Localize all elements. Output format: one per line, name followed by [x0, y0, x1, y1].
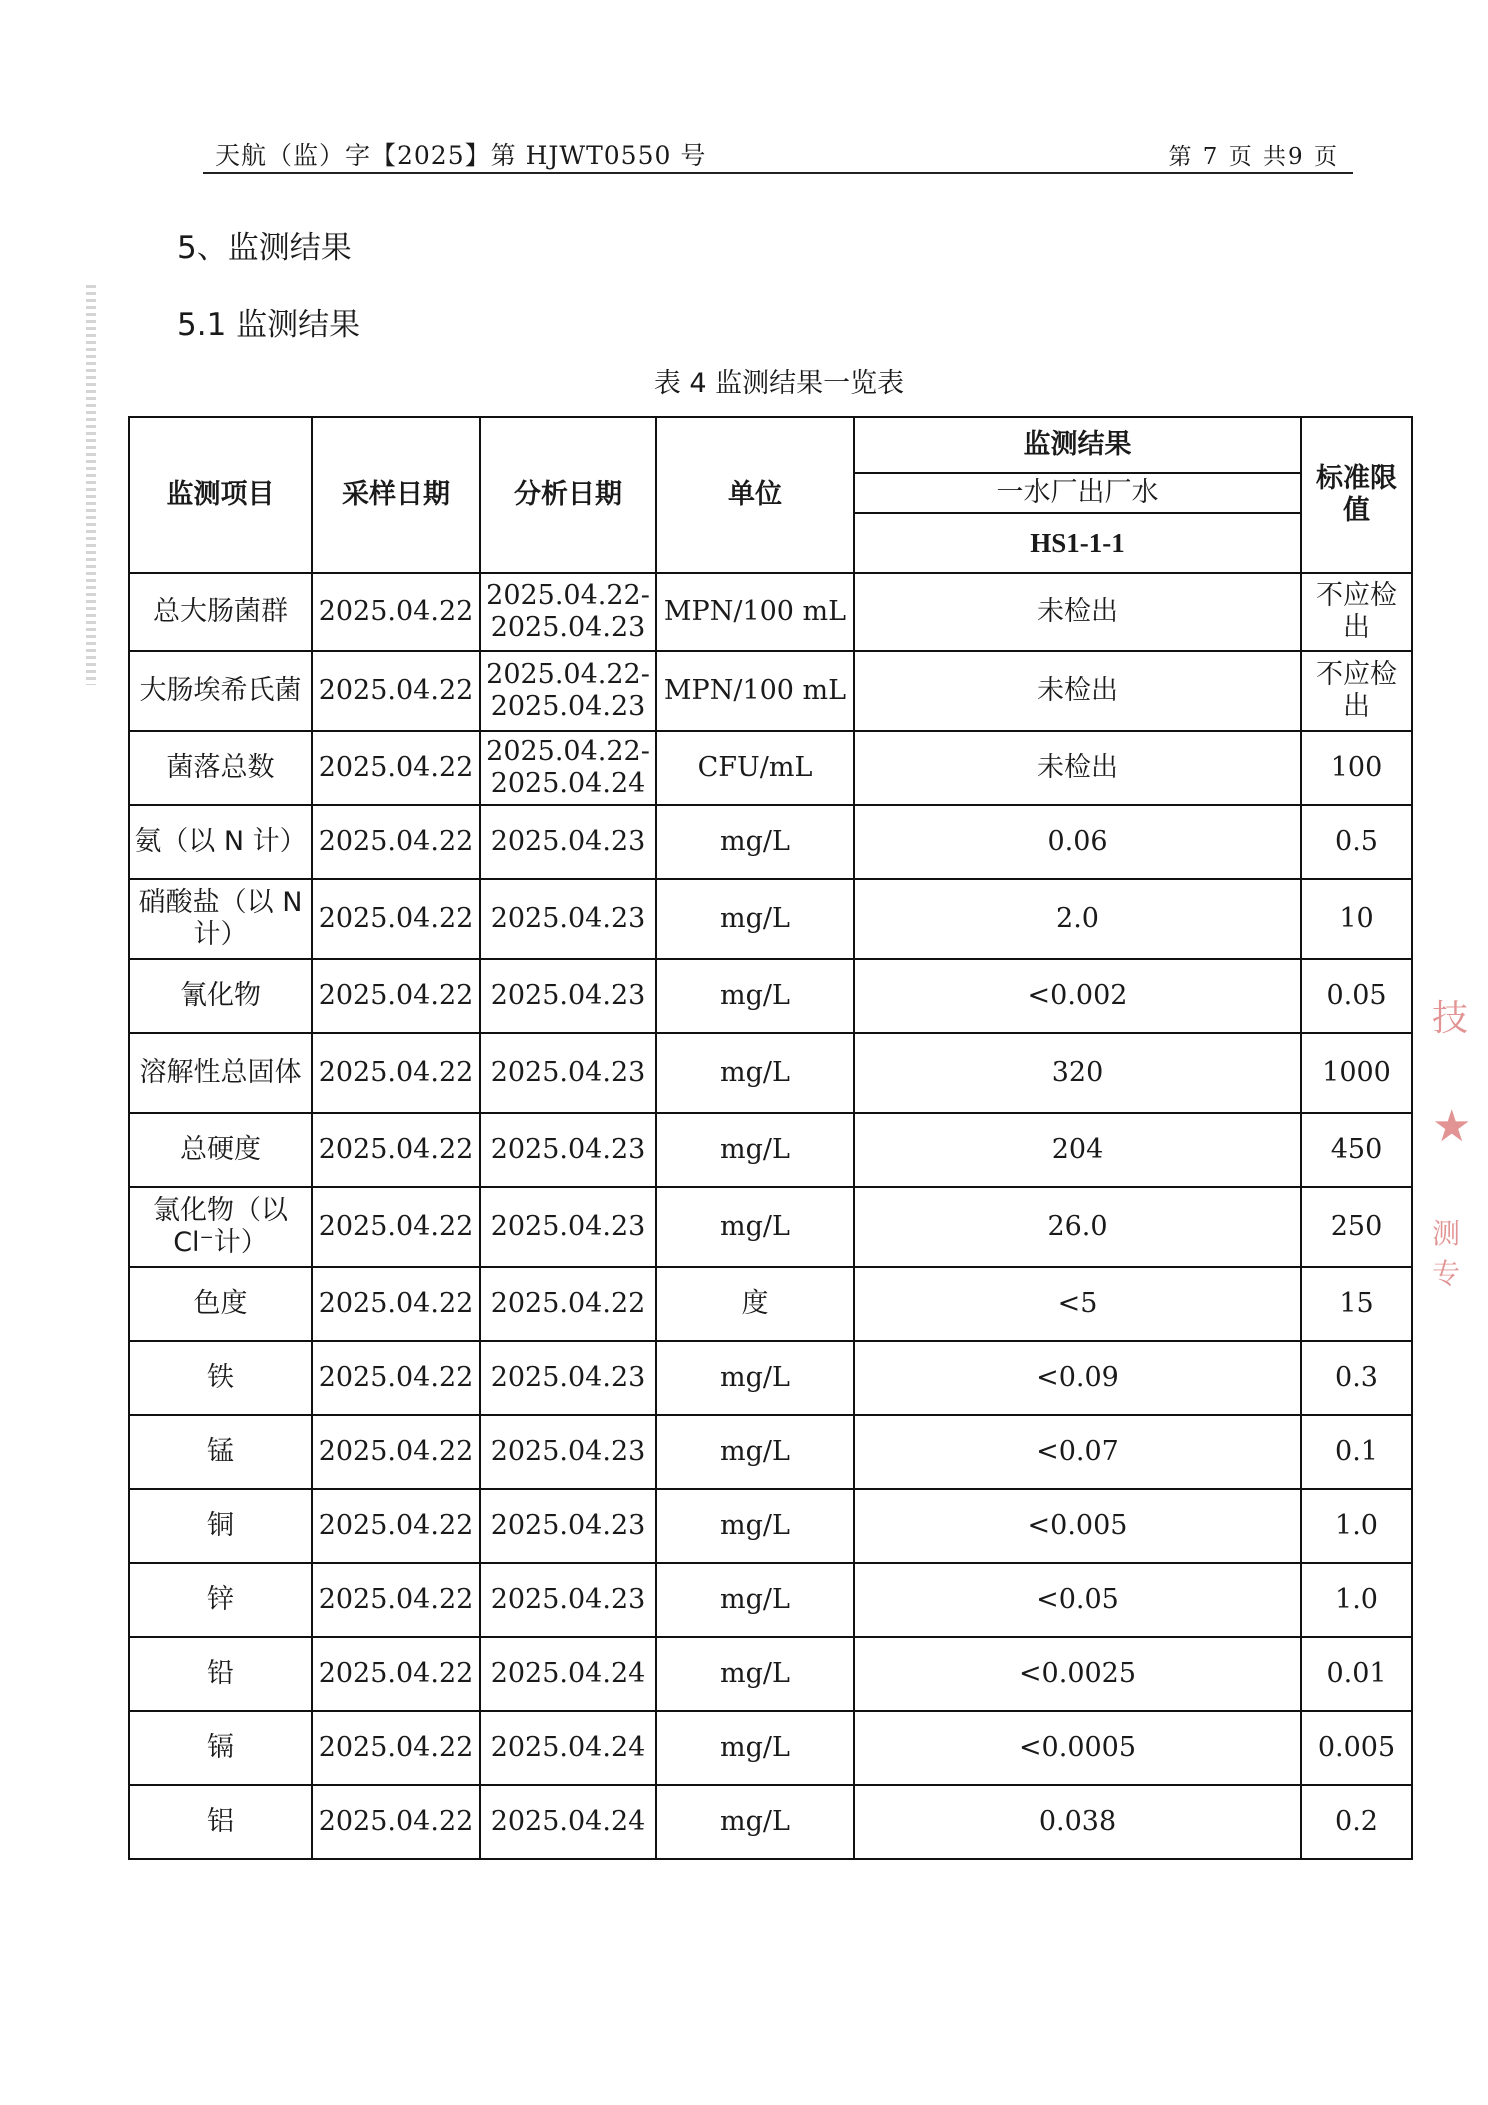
cell-unit: mg/L	[656, 1489, 854, 1563]
table-row	[129, 1785, 1412, 1859]
cell-unit: mg/L	[656, 805, 854, 879]
cell-unit: mg/L	[656, 1341, 854, 1415]
cell-unit: mg/L	[656, 1563, 854, 1637]
cell-result: 0.038	[854, 1785, 1301, 1859]
cell-sample-date: 2025.04.22	[312, 1711, 480, 1785]
cell-item: 总大肠菌群	[129, 573, 312, 651]
header-sample-code: HS1-1-1	[854, 513, 1301, 573]
cell-item: 铁	[129, 1341, 312, 1415]
page-header	[203, 134, 1353, 174]
cell-sample-date: 2025.04.22	[312, 573, 480, 651]
header-site: 一水厂出厂水	[854, 473, 1301, 513]
cell-analysis-date: 2025.04.23	[480, 1563, 656, 1637]
cell-sample-date: 2025.04.22	[312, 651, 480, 731]
results-table	[128, 416, 1413, 1860]
cell-analysis-date: 2025.04.22	[480, 1267, 656, 1341]
cell-item: 氰化物	[129, 959, 312, 1033]
cell-analysis-date: 2025.04.24	[480, 1711, 656, 1785]
cell-unit: mg/L	[656, 1785, 854, 1859]
table-row	[129, 879, 1412, 959]
cell-result: 未检出	[854, 731, 1301, 805]
cell-item: 总硬度	[129, 1113, 312, 1187]
cell-limit: 1.0	[1301, 1489, 1412, 1563]
cell-sample-date: 2025.04.22	[312, 1341, 480, 1415]
cell-item: 铝	[129, 1785, 312, 1859]
cell-analysis-date: 2025.04.23	[480, 1033, 656, 1113]
table-row	[129, 573, 1412, 651]
cell-unit: 度	[656, 1267, 854, 1341]
cell-analysis-date: 2025.04.23	[480, 1341, 656, 1415]
header-result: 监测结果	[854, 417, 1301, 473]
cell-result: <0.05	[854, 1563, 1301, 1637]
table-row	[129, 1341, 1412, 1415]
header-unit: 单位	[656, 417, 854, 573]
cell-sample-date: 2025.04.22	[312, 1563, 480, 1637]
cell-sample-date: 2025.04.22	[312, 805, 480, 879]
cell-limit: 0.05	[1301, 959, 1412, 1033]
cell-limit: 不应检出	[1301, 651, 1412, 731]
cell-result: 204	[854, 1113, 1301, 1187]
cell-sample-date: 2025.04.22	[312, 1415, 480, 1489]
cell-analysis-date: 2025.04.23	[480, 805, 656, 879]
cell-result: <0.07	[854, 1415, 1301, 1489]
cell-unit: mg/L	[656, 1187, 854, 1267]
cell-limit: 10	[1301, 879, 1412, 959]
table-row	[129, 1033, 1412, 1113]
cell-result: 未检出	[854, 573, 1301, 651]
table-row	[129, 1711, 1412, 1785]
table-caption: 表 4 监测结果一览表	[653, 368, 905, 399]
table-row	[129, 1489, 1412, 1563]
cell-unit: mg/L	[656, 1711, 854, 1785]
cell-item: 溶解性总固体	[129, 1033, 312, 1113]
cell-sample-date: 2025.04.22	[312, 1489, 480, 1563]
cell-analysis-date: 2025.04.23	[480, 1415, 656, 1489]
page-number: 第 7 页 共9 页	[1168, 144, 1339, 170]
cell-result: <0.0005	[854, 1711, 1301, 1785]
cell-item: 色度	[129, 1267, 312, 1341]
cell-unit: mg/L	[656, 1113, 854, 1187]
table-row	[129, 959, 1412, 1033]
cell-limit: 15	[1301, 1267, 1412, 1341]
seal-stamp: 技 ★ 测专	[1432, 998, 1472, 1290]
cell-item: 锰	[129, 1415, 312, 1489]
cell-sample-date: 2025.04.22	[312, 731, 480, 805]
cell-unit: CFU/mL	[656, 731, 854, 805]
cell-limit: 0.5	[1301, 805, 1412, 879]
binding-margin-marks	[86, 285, 96, 685]
cell-result: 320	[854, 1033, 1301, 1113]
cell-item: 大肠埃希氏菌	[129, 651, 312, 731]
cell-limit: 100	[1301, 731, 1412, 805]
cell-limit: 0.005	[1301, 1711, 1412, 1785]
cell-result: <0.09	[854, 1341, 1301, 1415]
cell-item: 氯化物（以 Cl⁻计）	[129, 1187, 312, 1267]
cell-unit: MPN/100 mL	[656, 651, 854, 731]
cell-sample-date: 2025.04.22	[312, 1187, 480, 1267]
cell-limit: 450	[1301, 1113, 1412, 1187]
cell-unit: MPN/100 mL	[656, 573, 854, 651]
cell-limit: 1.0	[1301, 1563, 1412, 1637]
document-number: 天航（监）字【2025】第 HJWT0550 号	[215, 141, 707, 170]
cell-unit: mg/L	[656, 1637, 854, 1711]
cell-sample-date: 2025.04.22	[312, 1267, 480, 1341]
table-row	[129, 731, 1412, 805]
cell-analysis-date: 2025.04.23	[480, 1187, 656, 1267]
cell-limit: 0.2	[1301, 1785, 1412, 1859]
cell-item: 镉	[129, 1711, 312, 1785]
cell-sample-date: 2025.04.22	[312, 1637, 480, 1711]
table-row	[129, 1187, 1412, 1267]
header-sample-date: 采样日期	[312, 417, 480, 573]
cell-result: 0.06	[854, 805, 1301, 879]
cell-analysis-date: 2025.04.24	[480, 1637, 656, 1711]
cell-sample-date: 2025.04.22	[312, 1785, 480, 1859]
cell-result: 未检出	[854, 651, 1301, 731]
table-row	[129, 1415, 1412, 1489]
cell-item: 铅	[129, 1637, 312, 1711]
cell-analysis-date: 2025.04.22-2025.04.24	[480, 731, 656, 805]
cell-result: <0.005	[854, 1489, 1301, 1563]
cell-unit: mg/L	[656, 879, 854, 959]
table-row	[129, 1113, 1412, 1187]
cell-item: 菌落总数	[129, 731, 312, 805]
cell-limit: 0.01	[1301, 1637, 1412, 1711]
cell-item: 锌	[129, 1563, 312, 1637]
cell-unit: mg/L	[656, 959, 854, 1033]
cell-result: 2.0	[854, 879, 1301, 959]
cell-result: 26.0	[854, 1187, 1301, 1267]
cell-limit: 250	[1301, 1187, 1412, 1267]
cell-result: <0.0025	[854, 1637, 1301, 1711]
cell-item: 硝酸盐（以 N 计）	[129, 879, 312, 959]
header-item: 监测项目	[129, 417, 312, 573]
cell-sample-date: 2025.04.22	[312, 1113, 480, 1187]
cell-analysis-date: 2025.04.24	[480, 1785, 656, 1859]
cell-item: 氨（以 N 计）	[129, 805, 312, 879]
cell-result: <0.002	[854, 959, 1301, 1033]
cell-limit: 0.3	[1301, 1341, 1412, 1415]
table-row	[129, 1267, 1412, 1341]
cell-sample-date: 2025.04.22	[312, 879, 480, 959]
cell-analysis-date: 2025.04.22-2025.04.23	[480, 651, 656, 731]
cell-sample-date: 2025.04.22	[312, 959, 480, 1033]
cell-unit: mg/L	[656, 1415, 854, 1489]
subsection-title: 5.1 监测结果	[177, 307, 361, 343]
cell-sample-date: 2025.04.22	[312, 1033, 480, 1113]
cell-analysis-date: 2025.04.23	[480, 1113, 656, 1187]
header-limit: 标准限值	[1301, 417, 1412, 573]
table-row	[129, 1637, 1412, 1711]
cell-analysis-date: 2025.04.22-2025.04.23	[480, 573, 656, 651]
cell-analysis-date: 2025.04.23	[480, 1489, 656, 1563]
table-row	[129, 805, 1412, 879]
cell-analysis-date: 2025.04.23	[480, 879, 656, 959]
cell-result: <5	[854, 1267, 1301, 1341]
cell-limit: 1000	[1301, 1033, 1412, 1113]
cell-limit: 0.1	[1301, 1415, 1412, 1489]
cell-limit: 不应检出	[1301, 573, 1412, 651]
section-title: 5、监测结果	[177, 230, 352, 266]
cell-unit: mg/L	[656, 1033, 854, 1113]
table-row	[129, 651, 1412, 731]
header-analysis-date: 分析日期	[480, 417, 656, 573]
cell-analysis-date: 2025.04.23	[480, 959, 656, 1033]
table-row	[129, 1563, 1412, 1637]
cell-item: 铜	[129, 1489, 312, 1563]
